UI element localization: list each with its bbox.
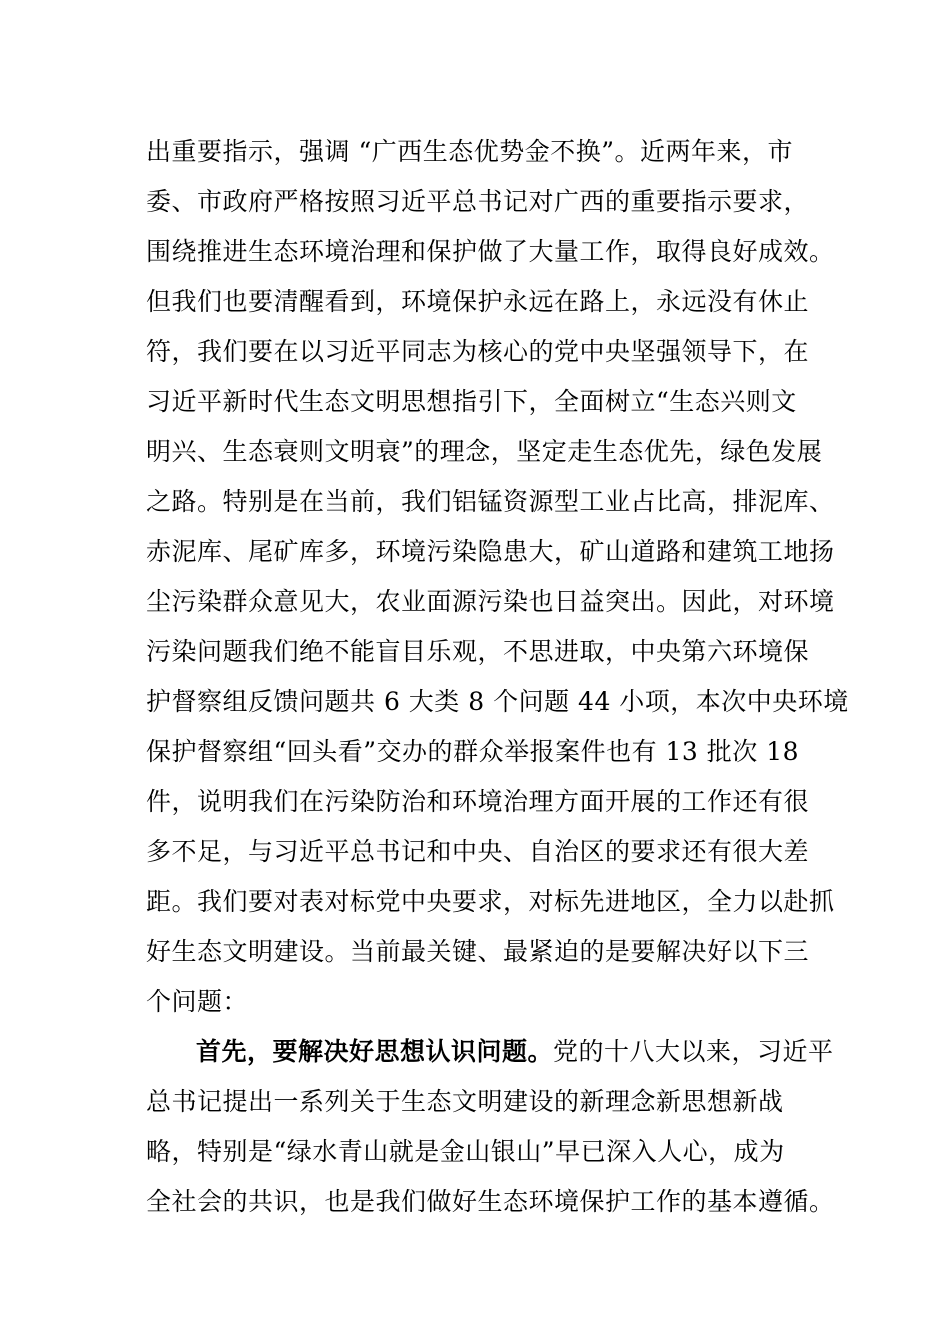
text-line-1: 出重要指示，强调 “广西生态优势金不换”。近两年来，市 — [146, 137, 794, 166]
section-line-3: 略，特别是“绿水青山就是金山银山”早已深入人心，成为 — [146, 1137, 785, 1166]
text-line-16: 距。我们要对表对标党中央要求，对标先进地区，全力以赴抓 — [146, 887, 835, 916]
text-line-17: 好生态文明建设。当前最关键、最紧迫的是要解决好以下三 — [146, 937, 810, 966]
text-line-8: 之路。特别是在当前，我们铝锰资源型工业占比高，排泥库、 — [146, 487, 835, 516]
text-line-12: 护督察组反馈问题共 6 大类 8 个问题 44 小项，本次中央环境 — [146, 687, 849, 716]
text-line-9: 赤泥库、尾矿库多，环境污染隐患大，矿山道路和建筑工地扬 — [146, 537, 835, 566]
section-line-2: 总书记提出一系列关于生态文明建设的新理念新思想新战 — [146, 1087, 784, 1116]
text-line-7: 明兴、生态衰则文明衰”的理念，坚定走生态优先，绿色发展 — [146, 437, 823, 466]
text-line-4: 但我们也要清醒看到，环境保护永远在路上，永远没有休止 — [146, 287, 810, 316]
text-line-3: 围绕推进生态环境治理和保护做了大量工作，取得良好成效。 — [146, 237, 835, 266]
section-heading: 首先，要解决好思想认识问题。 — [196, 1037, 554, 1066]
section-line-4: 全社会的共识，也是我们做好生态环境保护工作的基本遵循。 — [146, 1187, 835, 1216]
text-line-13: 保护督察组“回头看”交办的群众举报案件也有 13 批次 18 — [146, 737, 800, 766]
text-line-2: 委、市政府严格按照习近平总书记对广西的重要指示要求， — [146, 187, 810, 216]
text-line-5: 符，我们要在以习近平同志为核心的党中央坚强领导下，在 — [146, 337, 810, 366]
text-line-11: 污染问题我们绝不能盲目乐观，不思进取，中央第六环境保 — [146, 637, 810, 666]
section-first-line-text: 党的十八大以来，习近平 — [553, 1037, 834, 1066]
section-first-line — [196, 1027, 886, 1077]
text-line-6: 习近平新时代生态文明思想指引下，全面树立“生态兴则文 — [146, 387, 797, 416]
text-line-10: 尘污染群众意见大，农业面源污染也日益突出。因此，对环境 — [146, 587, 835, 616]
text-line-15: 多不足，与习近平总书记和中央、自治区的要求还有很大差 — [146, 837, 810, 866]
text-line-14: 件，说明我们在污染防治和环境治理方面开展的工作还有很 — [146, 787, 810, 816]
text-line-18: 个问题： — [146, 987, 249, 1016]
